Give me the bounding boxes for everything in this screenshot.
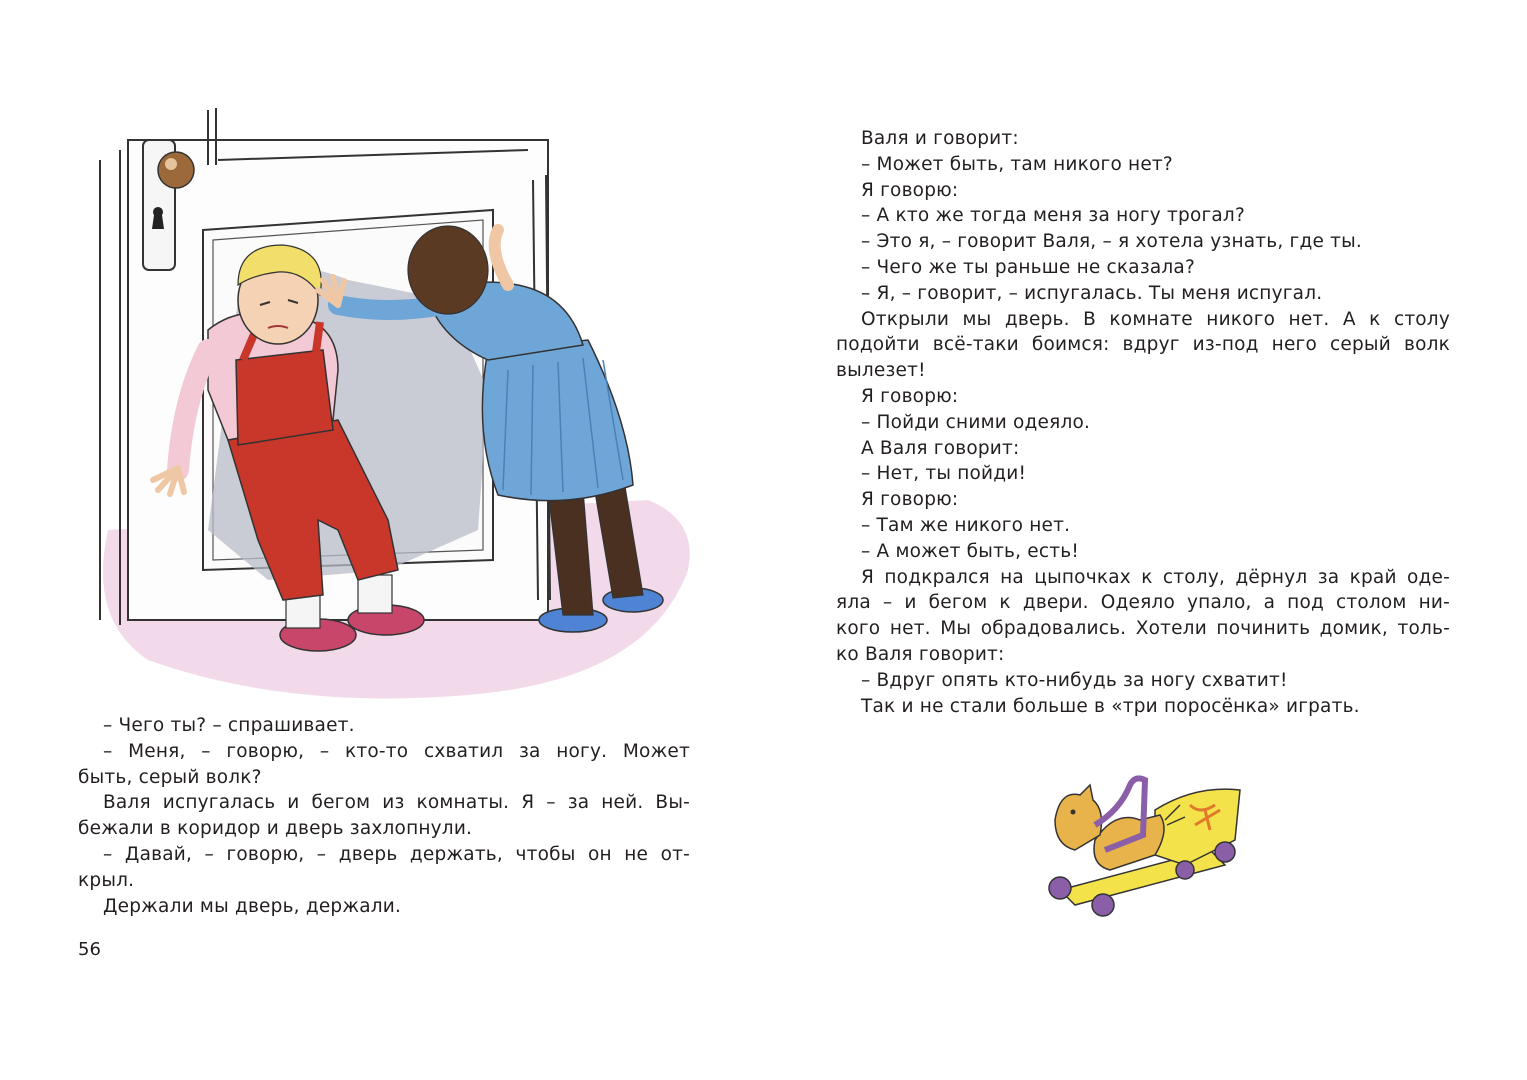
- text-line: Я говорю:: [861, 489, 959, 511]
- text-line: – А может быть, есть!: [861, 540, 1079, 562]
- text-line: Валя и говорит:: [861, 128, 1019, 149]
- text-line: кого нет. Мы обрадовались. Хотели починить домик, толь-: [836, 618, 1450, 640]
- toy-horse-cart-illustration: [1035, 770, 1250, 920]
- children-at-door-illustration: [88, 100, 698, 700]
- text-line: – А кто же тогда меня за ногу трогал?: [861, 205, 1245, 227]
- text-line: – Вдруг опять кто-нибудь за ногу схватит!: [861, 669, 1288, 691]
- text-line: Я говорю:: [861, 179, 959, 201]
- text-line: – Я, – говорит, – испугалась. Ты меня испугал.: [861, 282, 1323, 304]
- text-line: вылезет!: [836, 360, 926, 382]
- text-line: Я подкрался на цыпочках к столу, дёрнул за край оде-: [861, 566, 1450, 588]
- text-line: – Давай, – говорю, – дверь держать, чтобы он не от-: [103, 843, 690, 865]
- text-line: – Нет, ты пойди!: [861, 463, 1027, 485]
- text-line: – Чего ты? – спрашивает.: [103, 715, 355, 736]
- left-page-text: [78, 713, 690, 919]
- text-line: Открыли мы дверь. В комнате никого нет. А к столу: [861, 308, 1450, 330]
- text-line: Держали мы дверь, держали.: [103, 895, 402, 917]
- text-line: быть, серый волк?: [78, 766, 262, 788]
- right-page-text: [836, 126, 1450, 719]
- text-line: – Там же никого нет.: [861, 514, 1071, 536]
- text-line: крыл.: [78, 869, 135, 891]
- page-number: 56: [78, 939, 101, 960]
- text-line: – Меня, – говорю, – кто-то схватил за ногу. Может: [103, 740, 690, 762]
- text-line: – Может быть, там никого нет?: [861, 153, 1173, 175]
- text-line: А Валя говорит:: [861, 437, 1020, 459]
- text-line: – Это я, – говорит Валя, – я хотела узнать, где ты.: [861, 231, 1362, 253]
- text-line: яла – и бегом к двери. Одеяло упало, а под столом ни-: [836, 592, 1450, 614]
- text-line: – Чего же ты раньше не сказала?: [861, 256, 1195, 278]
- text-line: подойти всё-таки боимся: вдруг из-под него серый волк: [836, 334, 1450, 356]
- text-line: Так и не стали больше в «три поросёнка» играть.: [861, 695, 1360, 717]
- left-page: [0, 0, 763, 1080]
- text-line: бежали в коридор и дверь захлопнули.: [78, 818, 473, 840]
- text-line: ко Валя говорит:: [836, 643, 1005, 665]
- text-line: – Пойди сними одеяло.: [861, 411, 1091, 433]
- text-line: Я говорю:: [861, 385, 959, 407]
- text-line: Валя испугалась и бегом из комнаты. Я – за ней. Вы-: [103, 792, 690, 814]
